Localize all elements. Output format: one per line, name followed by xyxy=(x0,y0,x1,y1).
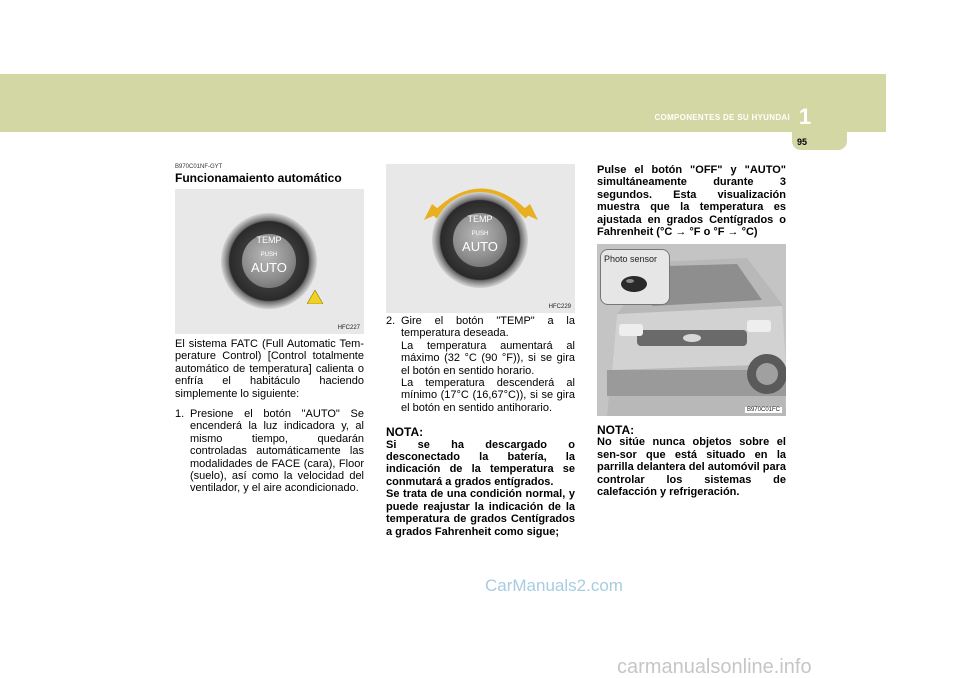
header-band xyxy=(0,74,886,132)
knob-auto-label: AUTO xyxy=(462,239,498,254)
knob-push-label: PUSH xyxy=(471,231,489,237)
watermark-carmanualsonline[interactable]: carmanualsonline.info xyxy=(617,656,812,678)
list-number: 1. xyxy=(175,408,185,421)
knob-auto-label: AUTO xyxy=(251,260,287,275)
note-text: No sitúe nunca objetos sobre el sen-sor que está situado en la parrilla delantera del automóvil para controlar los sistemas de calefacción y refrigeración. xyxy=(597,436,786,499)
note-text: Se trata de una condición normal, y puede reajustar la indicación de la temperatura de grados Centígrados a grados Fahrenheit como sigue; xyxy=(386,488,575,538)
indicator-arrow-icon xyxy=(307,290,323,304)
watermark-carmanuals2[interactable]: CarManuals2.com xyxy=(485,576,623,595)
temp-knob-image xyxy=(432,192,528,288)
middle-column-text xyxy=(386,315,575,538)
figure-code: HFC227 xyxy=(337,325,360,331)
photo-sensor-label: Photo sensor xyxy=(604,254,658,264)
temp-knob-image xyxy=(221,213,317,309)
note-title: NOTA: xyxy=(386,425,424,440)
intro-paragraph: El sistema FATC (Full Automatic Tem-perature Control) [Control totalmente automático de temperatura] calienta o enfría el habitáculo haciendo simplemente lo siguiente: xyxy=(175,338,364,400)
chapter-number: 1 xyxy=(798,104,812,129)
car-sensor-figure xyxy=(597,244,786,416)
section-title: Funcionamaiento automático xyxy=(175,171,342,185)
figure-code: B970C01FC xyxy=(746,407,780,413)
knob-temp-label: TEMP xyxy=(467,214,493,224)
list-item-1 xyxy=(175,408,364,495)
temp-rotate-figure xyxy=(386,164,575,313)
knob-temp-label: TEMP xyxy=(256,235,282,245)
auto-button-figure xyxy=(175,189,364,334)
note-text: Si se ha descargado o desconectado la batería, la indicación de la temperatura se conmutará a grados entígrados. xyxy=(386,438,575,488)
page-number: 95 xyxy=(797,137,808,147)
note-title: NOTA: xyxy=(597,423,635,437)
figure-code: HFC229 xyxy=(548,304,571,310)
list-text: La temperatura descenderá al mínimo (17°C (16,67°C)), si se gira el botón en sentido antihorario. xyxy=(401,377,575,414)
list-text: La temperatura aumentará al máximo (32 °C (90 °F)), si se gira el botón en sentido horario. xyxy=(401,339,575,377)
list-text: Presione el botón "AUTO" Se encenderá la luz indicadora y, al mismo tiempo, quedarán controladas automáticamente las modalidades de FACE (cara), Floor (suelo), así como la velocidad del ventilador, y el aire acondicionado. xyxy=(190,408,364,495)
right-instruction: Pulse el botón "OFF" y "AUTO" simultáneamente durante 3 segundos. Esta visualización muestra que la temperatura es ajustada en grados Centígrados o Fahrenheit (°C → °F o °F → °C) xyxy=(597,164,786,239)
list-number: 2. xyxy=(386,315,396,327)
photo-sensor-icon xyxy=(620,275,648,293)
right-column-note xyxy=(597,424,786,498)
left-column-text xyxy=(175,338,364,495)
chapter-title: COMPONENTES DE SU HYUNDAI xyxy=(654,113,790,122)
list-item-2 xyxy=(386,315,575,414)
section-code: B970C01NF-GYT xyxy=(175,164,223,170)
knob-push-label: PUSH xyxy=(260,252,278,258)
list-text: Gire el botón "TEMP" a la temperatura deseada. xyxy=(401,315,575,340)
